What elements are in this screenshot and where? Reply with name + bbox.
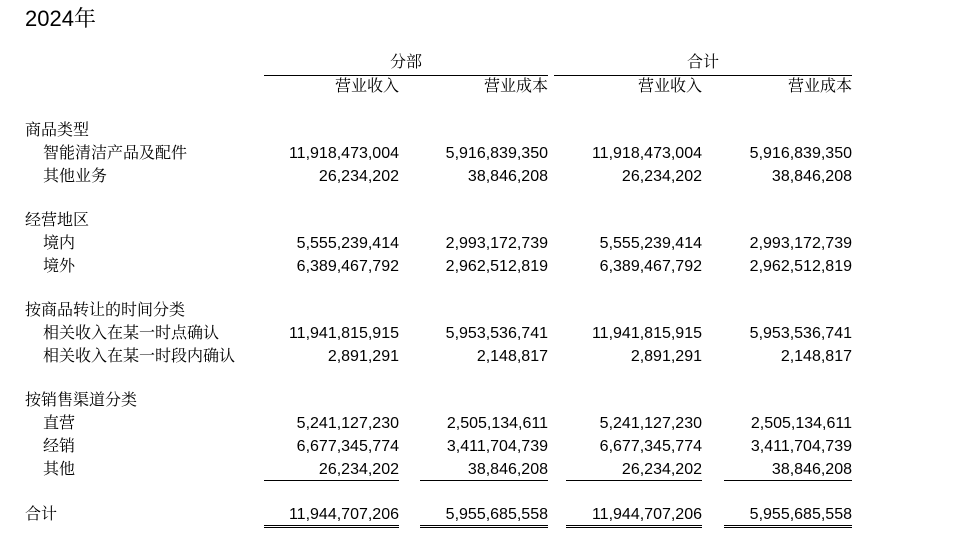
- table-row: [0, 256, 953, 278]
- cell-total-revenue: 11,941,815,915: [591, 325, 702, 342]
- cell-segment-cost: 38,846,208: [420, 459, 548, 481]
- section-label: 按商品转让的时间分类: [25, 302, 186, 319]
- row-label: 经销: [43, 438, 76, 455]
- cell-segment-cost: 2,993,172,739: [445, 235, 548, 252]
- cell-total-cost: 2,148,817: [780, 348, 852, 365]
- cell-segment-revenue: 6,677,345,774: [296, 438, 399, 455]
- table-row: [0, 436, 953, 458]
- total-segment-revenue: 11,944,707,206: [264, 504, 399, 528]
- row-label: 境外: [43, 258, 76, 275]
- cell-total-revenue: 5,555,239,414: [599, 235, 702, 252]
- cell-total-cost: 2,993,172,739: [749, 235, 852, 252]
- cell-segment-cost: 38,846,208: [467, 168, 548, 185]
- table-row: [0, 166, 953, 188]
- column-header-segment-cost: 营业成本: [483, 78, 548, 95]
- total-total-cost: 5,955,685,558: [724, 504, 852, 528]
- section-header-row: [0, 210, 953, 232]
- cell-total-cost: 2,962,512,819: [749, 258, 852, 275]
- cell-segment-cost: 5,916,839,350: [445, 145, 548, 162]
- cell-segment-cost: 5,953,536,741: [445, 325, 548, 342]
- cell-total-revenue: 5,241,127,230: [599, 415, 702, 432]
- total-group-header: 合计: [554, 53, 852, 76]
- total-total-revenue: 11,944,707,206: [566, 504, 702, 528]
- total-segment-cost: 5,955,685,558: [420, 504, 548, 528]
- cell-segment-revenue: 5,241,127,230: [296, 415, 399, 432]
- table-row: [0, 459, 953, 481]
- cell-total-cost: 38,846,208: [771, 168, 852, 185]
- cell-segment-revenue: 6,389,467,792: [296, 258, 399, 275]
- row-label: 直营: [43, 415, 76, 432]
- cell-total-revenue: 26,234,202: [621, 168, 702, 185]
- table-row: [0, 413, 953, 435]
- segment-group-header: 分部: [264, 53, 548, 76]
- row-label: 智能清洁产品及配件: [43, 145, 188, 162]
- cell-total-revenue: 6,389,467,792: [599, 258, 702, 275]
- table-row: [0, 233, 953, 255]
- table-row: [0, 323, 953, 345]
- cell-segment-cost: 2,148,817: [476, 348, 548, 365]
- section-header-row: [0, 120, 953, 142]
- table-row: [0, 143, 953, 165]
- cell-total-cost: 2,505,134,611: [750, 415, 852, 432]
- cell-segment-revenue: 26,234,202: [318, 168, 399, 185]
- cell-total-revenue: 11,918,473,004: [591, 145, 702, 162]
- total-row: [0, 504, 953, 526]
- section-header-row: [0, 390, 953, 412]
- cell-total-cost: 3,411,704,739: [750, 438, 852, 455]
- section-label: 按销售渠道分类: [25, 392, 138, 409]
- cell-segment-revenue: 11,941,815,915: [288, 325, 399, 342]
- cell-segment-cost: 2,962,512,819: [445, 258, 548, 275]
- page-title: 2024年: [25, 6, 96, 31]
- cell-segment-revenue: 11,918,473,004: [288, 145, 399, 162]
- section-header-row: [0, 300, 953, 322]
- cell-segment-cost: 3,411,704,739: [446, 438, 548, 455]
- row-label: 其他: [43, 461, 76, 478]
- section-label: 商品类型: [25, 122, 90, 139]
- cell-total-revenue: 2,891,291: [630, 348, 702, 365]
- cell-total-revenue: 26,234,202: [566, 459, 702, 481]
- cell-segment-revenue: 5,555,239,414: [296, 235, 399, 252]
- cell-segment-revenue: 26,234,202: [264, 459, 399, 481]
- total-label: 合计: [25, 506, 58, 523]
- row-label: 相关收入在某一时点确认: [43, 325, 220, 342]
- row-label: 境内: [43, 235, 76, 252]
- cell-total-cost: 38,846,208: [724, 459, 852, 481]
- cell-segment-cost: 2,505,134,611: [446, 415, 548, 432]
- row-label: 其他业务: [43, 168, 108, 185]
- row-label: 相关收入在某一时段内确认: [43, 348, 236, 365]
- cell-total-cost: 5,916,839,350: [749, 145, 852, 162]
- table-row: [0, 346, 953, 368]
- cell-total-cost: 5,953,536,741: [749, 325, 852, 342]
- column-header-segment-revenue: 营业收入: [334, 78, 399, 95]
- cell-total-revenue: 6,677,345,774: [599, 438, 702, 455]
- cell-segment-revenue: 2,891,291: [327, 348, 399, 365]
- column-header-total-cost: 营业成本: [787, 78, 852, 95]
- column-header-total-revenue: 营业收入: [637, 78, 702, 95]
- section-label: 经营地区: [25, 212, 90, 229]
